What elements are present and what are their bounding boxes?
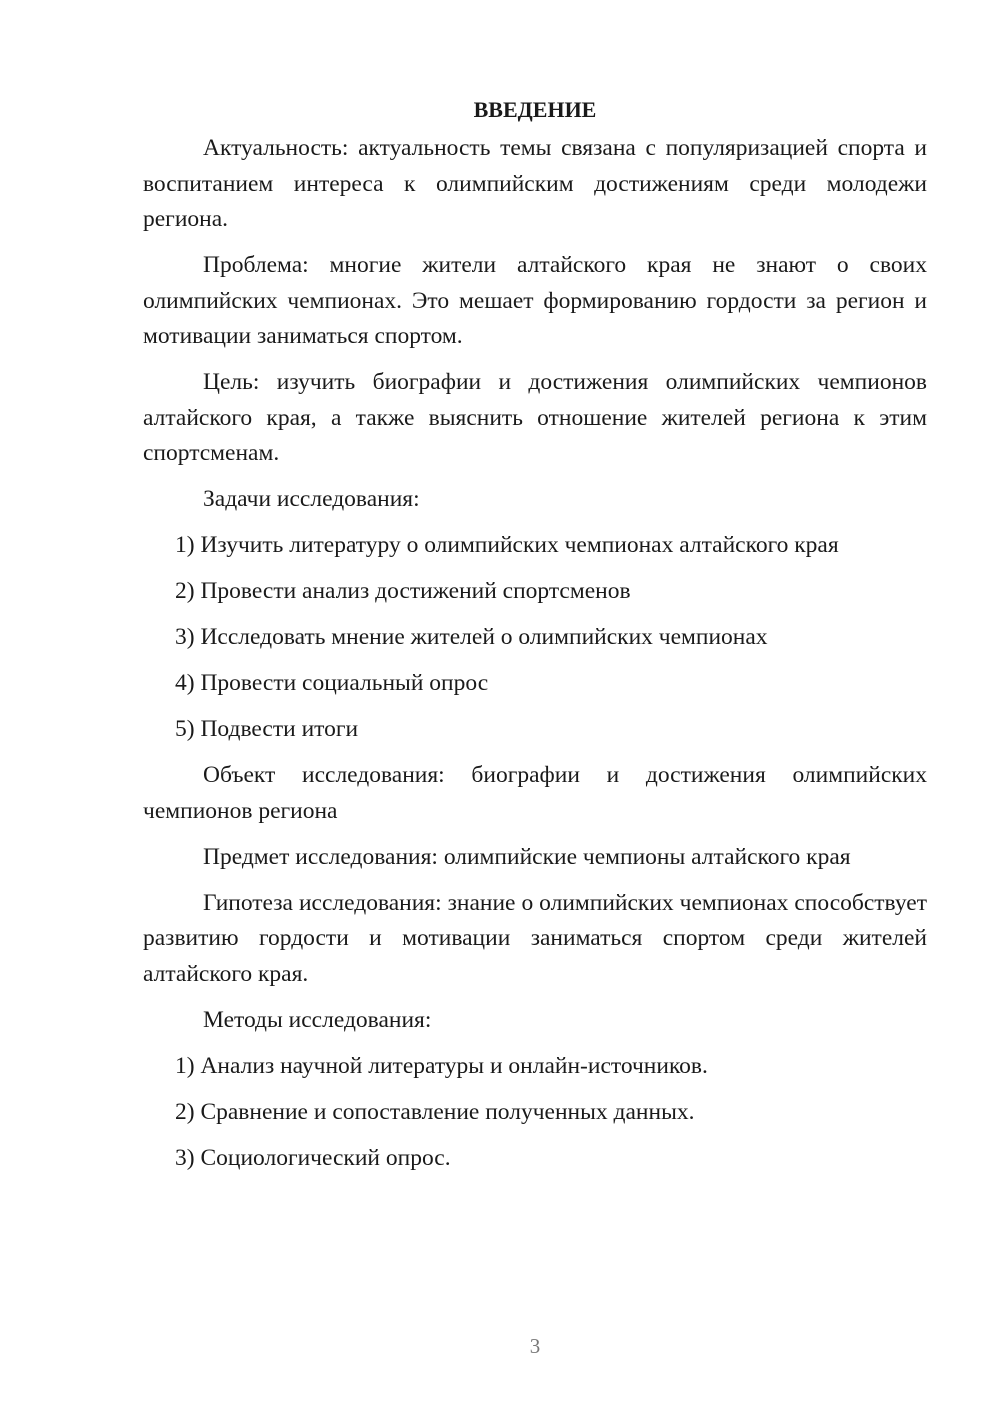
- goal-paragraph: Цель: изучить биографии и достижения олимпийских чемпионов алтайского края, а также выяснить отношение жителей региона к этим спортсменам.: [143, 369, 927, 466]
- object-paragraph: Объект исследования: биографии и достижения олимпийских чемпионов региона: [143, 762, 927, 824]
- relevance-paragraph: Актуальность: актуальность темы связана с популяризацией спорта и воспитанием интереса к олимпийским достижениям среди молодежи региона.: [143, 135, 927, 232]
- task-item: 3) Исследовать мнение жителей о олимпийских чемпионах: [175, 624, 768, 650]
- page-number: 3: [529, 1334, 541, 1358]
- task-item: 1) Изучить литературу о олимпийских чемпионах алтайского края: [175, 532, 839, 558]
- methods-list: [143, 1049, 927, 1177]
- method-item: 3) Социологический опрос.: [175, 1144, 451, 1171]
- problem-paragraph: Проблема: многие жители алтайского края не знают о своих олимпийских чемпионах. Это мешает формированию гордости за регион и мотивации заниматься спортом.: [143, 252, 927, 349]
- task-item: 2) Провести анализ достижений спортсменов: [175, 578, 631, 604]
- tasks-heading: Задачи исследования:: [203, 486, 420, 512]
- task-item: 4) Провести социальный опрос: [175, 670, 489, 696]
- page-content: [143, 92, 927, 1187]
- methods-heading: Методы исследования:: [203, 1006, 432, 1033]
- method-item: 1) Анализ научной литературы и онлайн-источников.: [175, 1052, 708, 1079]
- task-item: 5) Подвести итоги: [175, 716, 359, 742]
- section-title: ВВЕДЕНИЕ: [473, 97, 597, 122]
- tasks-list: [143, 528, 927, 748]
- hypothesis-paragraph: Гипотеза исследования: знание о олимпийских чемпионах способствует развитию гордости и мотивации заниматься спортом среди жителей алтайского края.: [143, 889, 927, 987]
- method-item: 2) Сравнение и сопоставление полученных данных.: [175, 1098, 695, 1125]
- subject-paragraph: Предмет исследования: олимпийские чемпионы алтайского края: [203, 843, 851, 870]
